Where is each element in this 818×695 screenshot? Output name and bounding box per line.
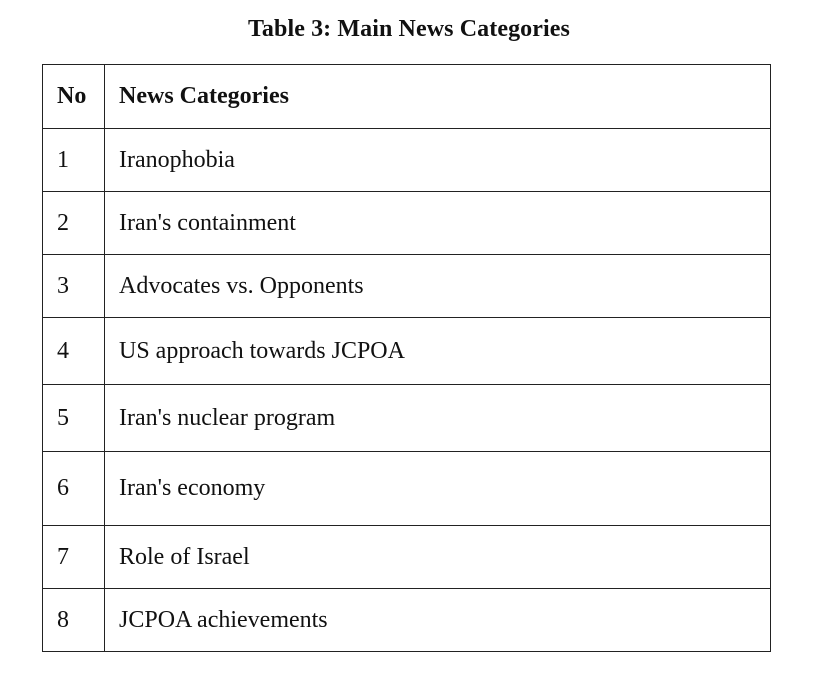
header-no: No xyxy=(43,65,105,129)
row-number: 8 xyxy=(43,589,105,652)
news-categories-table xyxy=(42,64,771,652)
table-row xyxy=(43,318,771,385)
table-caption: Table 3: Main News Categories xyxy=(248,16,570,42)
row-number: 3 xyxy=(43,255,105,318)
table-row xyxy=(43,526,771,589)
row-category: Iran's nuclear program xyxy=(105,385,771,452)
table-row xyxy=(43,589,771,652)
row-category: Iran's economy xyxy=(105,452,771,526)
row-category: Iranophobia xyxy=(105,129,771,192)
row-category: JCPOA achievements xyxy=(105,589,771,652)
row-number: 7 xyxy=(43,526,105,589)
table-row xyxy=(43,192,771,255)
table-row xyxy=(43,129,771,192)
row-category: US approach towards JCPOA xyxy=(105,318,771,385)
row-category: Iran's containment xyxy=(105,192,771,255)
table-row xyxy=(43,255,771,318)
table-header-row xyxy=(43,65,771,129)
row-number: 5 xyxy=(43,385,105,452)
row-number: 4 xyxy=(43,318,105,385)
row-number: 6 xyxy=(43,452,105,526)
row-number: 1 xyxy=(43,129,105,192)
row-category: Advocates vs. Opponents xyxy=(105,255,771,318)
row-category: Role of Israel xyxy=(105,526,771,589)
header-news-categories: News Categories xyxy=(105,65,771,129)
table-row xyxy=(43,452,771,526)
row-number: 2 xyxy=(43,192,105,255)
table-row xyxy=(43,385,771,452)
